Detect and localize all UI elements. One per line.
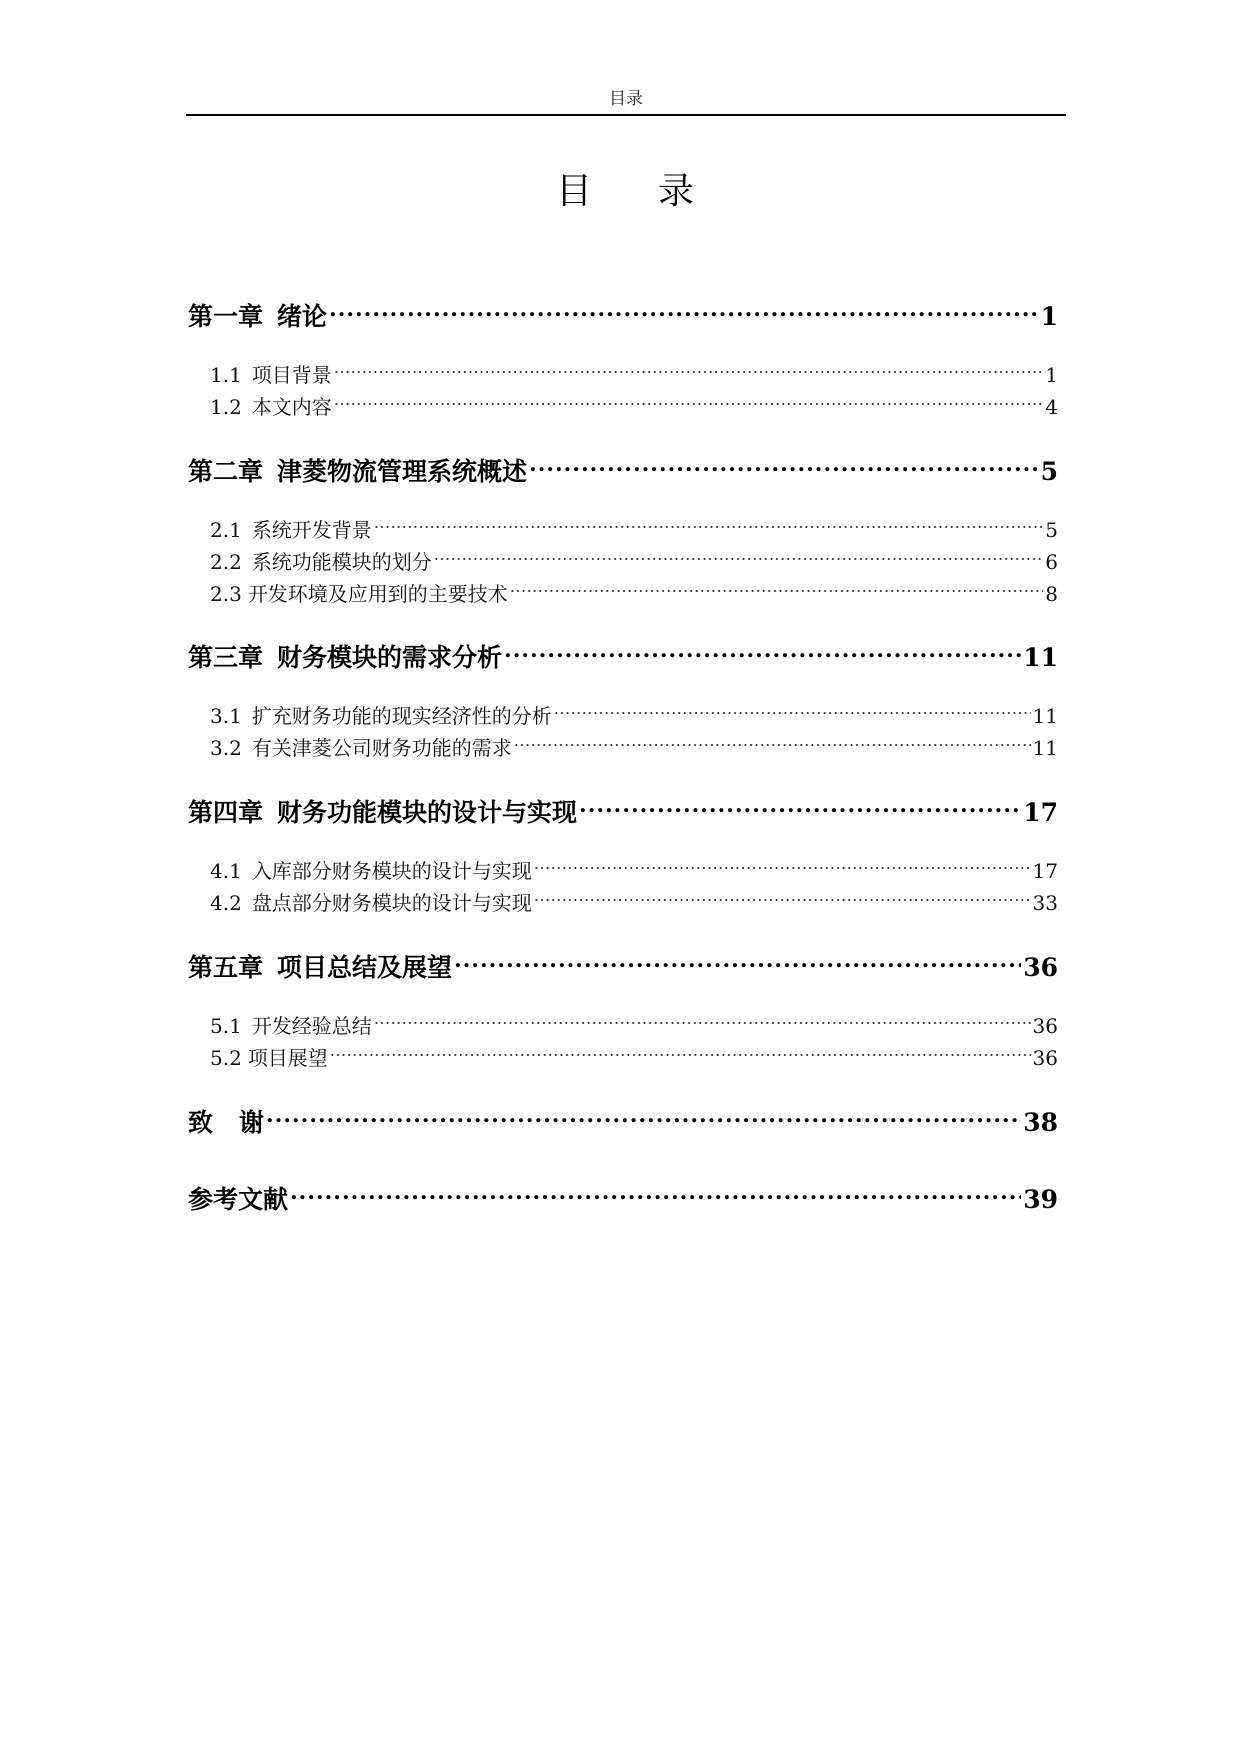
acknowledgement-page-number: 38 xyxy=(1023,1108,1058,1137)
acknowledgement-title-a: 致 xyxy=(188,1108,214,1137)
section-page-number: 4 xyxy=(1045,395,1058,419)
section-number: 1.1 xyxy=(210,363,242,387)
section-title: 开发环境及应用到的主要技术 xyxy=(247,582,508,606)
toc-section-3-2[interactable] xyxy=(188,734,1058,762)
section-page-number: 11 xyxy=(1032,736,1058,760)
toc-section-1-1[interactable] xyxy=(188,361,1058,389)
page-header: 目录 xyxy=(609,89,643,109)
section-number: 3.2 xyxy=(210,736,242,760)
chapter-page-number: 17 xyxy=(1023,798,1058,827)
chapter-page-number: 11 xyxy=(1023,643,1058,672)
section-title: 扩充财务功能的现实经济性的分析 xyxy=(251,704,552,728)
section-page-number: 5 xyxy=(1045,518,1058,542)
chapter-title: 项目总结及展望 xyxy=(277,953,453,982)
toc-section-4-2[interactable] xyxy=(188,889,1058,917)
dot-leader xyxy=(514,735,1031,755)
chapter-number: 第一章 xyxy=(188,302,264,331)
section-title: 有关津菱公司财务功能的需求 xyxy=(251,736,512,760)
toc-title-right: 录 xyxy=(658,171,697,212)
toc-title-left: 目 xyxy=(555,171,594,212)
chapter-number: 第四章 xyxy=(188,798,264,827)
chapter-title: 津菱物流管理系统概述 xyxy=(277,457,528,486)
chapter-title: 财务功能模块的设计与实现 xyxy=(277,798,578,827)
dot-leader xyxy=(454,951,1021,976)
toc-section-5-2[interactable] xyxy=(188,1044,1058,1072)
toc-title xyxy=(186,170,1066,214)
dot-leader xyxy=(434,549,1043,569)
section-number: 2.3 xyxy=(210,582,242,606)
section-title: 入库部分财务模块的设计与实现 xyxy=(251,859,532,883)
references-page-number: 39 xyxy=(1023,1185,1058,1214)
section-title: 项目展望 xyxy=(247,1046,328,1070)
section-page-number: 1 xyxy=(1045,363,1058,387)
toc-section-2-1[interactable] xyxy=(188,516,1058,544)
section-title: 盘点部分财务模块的设计与实现 xyxy=(251,891,532,915)
section-number: 2.2 xyxy=(210,550,242,574)
dot-leader xyxy=(579,796,1021,821)
section-page-number: 11 xyxy=(1032,704,1058,728)
section-number: 2.1 xyxy=(210,518,242,542)
section-number: 4.2 xyxy=(210,891,242,915)
toc-chapter-3[interactable] xyxy=(188,641,1058,674)
dot-leader xyxy=(534,890,1031,910)
toc-section-2-2[interactable] xyxy=(188,548,1058,576)
section-number: 4.1 xyxy=(210,859,242,883)
toc-section-2-3[interactable] xyxy=(188,580,1058,608)
toc-chapter-1[interactable] xyxy=(188,300,1058,333)
section-number: 5.2 xyxy=(210,1046,242,1070)
header-rule xyxy=(186,114,1066,116)
section-title: 本文内容 xyxy=(251,395,332,419)
chapter-number: 第五章 xyxy=(188,953,264,982)
dot-leader xyxy=(334,362,1043,382)
toc-references[interactable] xyxy=(188,1183,1058,1216)
toc-section-1-2[interactable] xyxy=(188,393,1058,421)
chapter-page-number: 36 xyxy=(1023,953,1058,982)
dot-leader xyxy=(374,1013,1031,1033)
section-page-number: 33 xyxy=(1032,891,1058,915)
section-number: 5.1 xyxy=(210,1014,242,1038)
dot-leader xyxy=(510,581,1043,601)
section-page-number: 36 xyxy=(1032,1014,1058,1038)
dot-leader xyxy=(554,703,1031,723)
section-title: 系统开发背景 xyxy=(251,518,372,542)
chapter-page-number: 1 xyxy=(1040,302,1058,331)
dot-leader xyxy=(374,517,1043,537)
toc-chapter-2[interactable] xyxy=(188,455,1058,488)
section-title: 项目背景 xyxy=(251,363,332,387)
toc-chapter-5[interactable] xyxy=(188,951,1058,984)
dot-leader xyxy=(504,641,1021,666)
dot-leader xyxy=(529,455,1039,480)
toc-acknowledgement[interactable] xyxy=(188,1106,1058,1139)
section-page-number: 6 xyxy=(1045,550,1058,574)
section-page-number: 17 xyxy=(1032,859,1058,883)
section-title: 开发经验总结 xyxy=(251,1014,372,1038)
dot-leader xyxy=(330,1045,1031,1065)
acknowledgement-title-b: 谢 xyxy=(239,1108,265,1137)
section-page-number: 8 xyxy=(1045,582,1058,606)
section-page-number: 36 xyxy=(1032,1046,1058,1070)
dot-leader xyxy=(290,1183,1021,1208)
toc-section-5-1[interactable] xyxy=(188,1012,1058,1040)
section-number: 3.1 xyxy=(210,704,242,728)
references-title: 参考文献 xyxy=(188,1185,289,1214)
chapter-title: 财务模块的需求分析 xyxy=(277,643,503,672)
chapter-page-number: 5 xyxy=(1040,457,1058,486)
section-number: 1.2 xyxy=(210,395,242,419)
dot-leader xyxy=(534,858,1031,878)
chapter-title: 绪论 xyxy=(277,302,328,331)
dot-leader xyxy=(334,394,1043,414)
chapter-number: 第二章 xyxy=(188,457,264,486)
section-title: 系统功能模块的划分 xyxy=(251,550,432,574)
chapter-number: 第三章 xyxy=(188,643,264,672)
toc-section-3-1[interactable] xyxy=(188,702,1058,730)
dot-leader xyxy=(329,300,1039,325)
dot-leader xyxy=(266,1106,1021,1131)
toc-chapter-4[interactable] xyxy=(188,796,1058,829)
toc-section-4-1[interactable] xyxy=(188,857,1058,885)
